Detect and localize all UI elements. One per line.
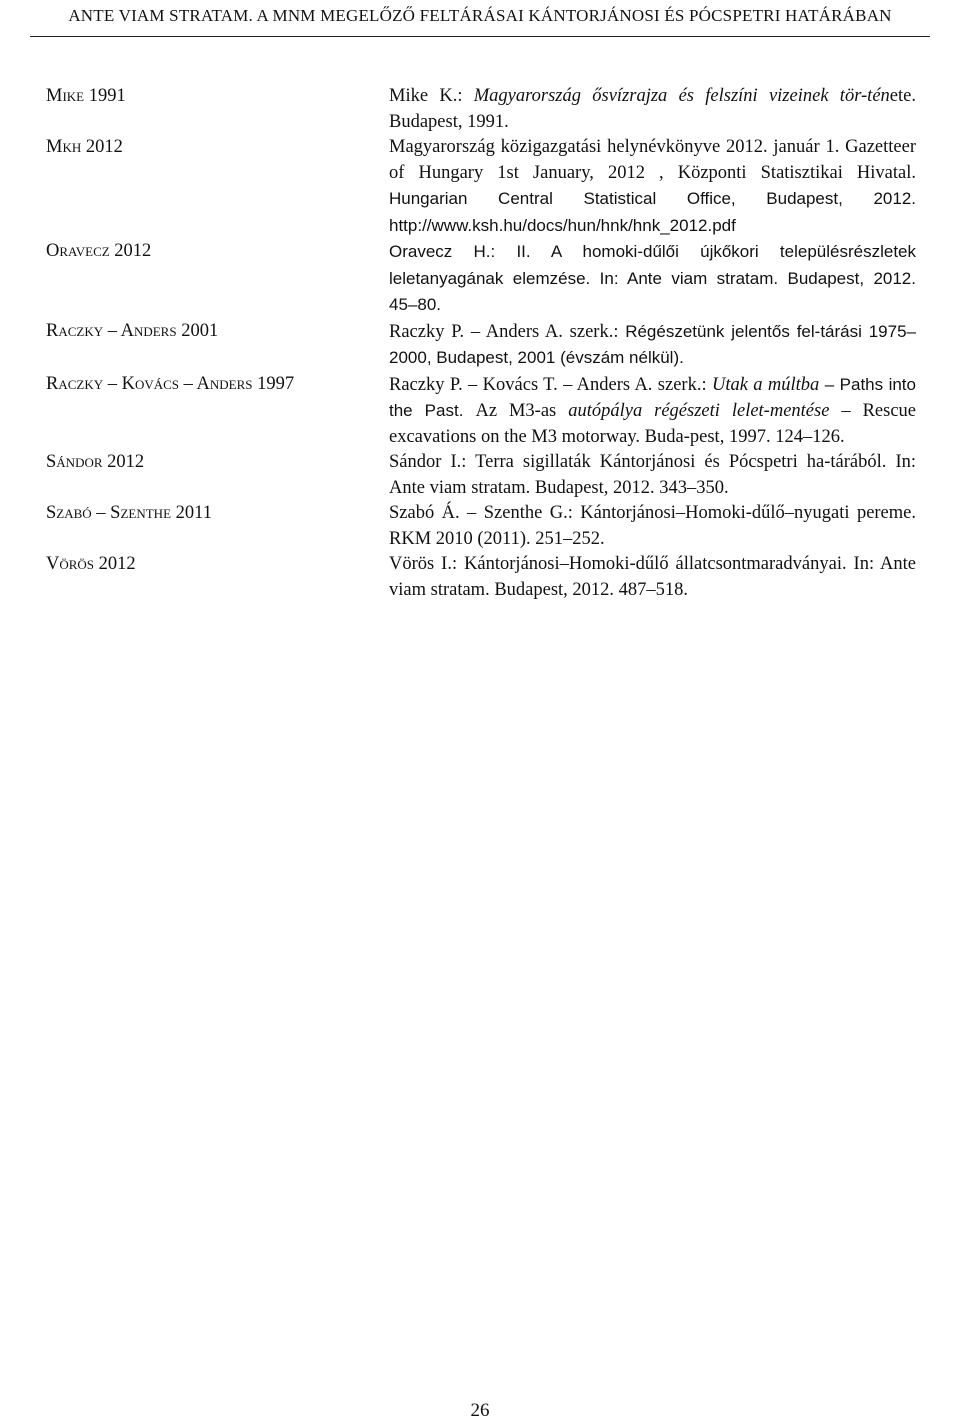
reference-key: Raczky – Anders 2001 [46,320,219,341]
reference-key: Mike 1991 [46,86,126,106]
reference-key: Raczky – Kovács – Anders 1997 [46,373,295,394]
reference-citation [389,239,916,319]
citation-segment: Az M3-as [475,401,569,421]
citation-segment: Mike K.: [389,86,474,106]
reference-entry [46,450,926,501]
reference-entry [46,319,926,372]
citation-segment: Régészetünk jelentős fel-tárási 1975–2000, Budapest, 2001 (évszám nélkül). [389,321,916,367]
reference-citation [389,372,916,451]
reference-entry [46,501,926,552]
citation-segment: ete. Budapest, 1991. [389,86,916,132]
citation-segment: Oravecz H.: II. A homoki-dűlői újkőkori településrészletek leletanyagának elemzése. In: Ante viam stratam. Budapest, 2012. 45–80. [389,242,916,314]
reference-key: Oravecz 2012 [46,241,152,261]
citation-segment: Utak a múltba [711,374,820,395]
citation-segment: Szabó Á. – Szenthe G.: Kántorjánosi–Homoki-dűlő–nyugati pereme. RKM 2010 (2011). 251–252. [389,503,916,549]
bibliography-list [46,84,926,603]
citation-segment: Raczky P. – Kovács T. – Anders A. szerk.: [389,374,712,395]
citation-segment: – Paths into the Past. [389,374,916,420]
reference-citation [389,135,916,239]
reference-entry [46,372,926,451]
reference-key: Vörös 2012 [46,554,136,574]
header-divider [30,36,930,37]
reference-citation [389,84,916,135]
reference-entry [46,552,926,603]
citation-segment: Vörös I.: Kántorjánosi–Homoki-dűlő állatcsontmaradványai. In: Ante viam stratam. Budapest, 2012. 487–518. [389,554,916,600]
reference-citation [389,319,916,372]
page-number: 26 [470,1400,490,1421]
reference-entry [46,84,926,135]
citation-segment: autópálya régészeti lelet-mentése [568,401,830,421]
reference-key: Sándor 2012 [46,452,145,472]
reference-key: Szabó – Szenthe 2011 [46,503,212,523]
citation-segment: Raczky P. – Anders A. szerk.: [389,321,626,342]
citation-segment: – Rescue excavations on the M3 motorway. Buda-pest, 1997. 124–126. [389,401,916,447]
reference-entry [46,135,926,239]
citation-segment: Magyarország ősvízrajza és felszíni vizeinek tör-tén [473,86,890,106]
citation-segment: Hungarian Central Statistical Office, Budapest, 2012. http://www.ksh.hu/docs/hun/hnk/hnk_2012.pdf [389,189,916,235]
citation-segment: Magyarország közigazgatási helynévkönyve 2012. január 1. Gazetteer of Hungary 1st January, 2012 , Központi Statisztikai Hivatal. [389,137,916,183]
reference-citation [389,501,916,552]
reference-key: Mkh 2012 [46,137,123,157]
reference-entry [46,239,926,319]
running-header: ANTE VIAM STRATAM. A MNM MEGELŐZŐ FELTÁRÁSAI KÁNTORJÁNOSI ÉS PÓCSPETRI HATÁRÁBAN [68,6,892,25]
citation-segment: Sándor I.: Terra sigillaták Kántorjánosi és Pócspetri ha-tárából. In: Ante viam stratam. Budapest, 2012. 343–350. [389,452,916,498]
reference-citation [389,450,916,501]
reference-citation [389,552,916,603]
